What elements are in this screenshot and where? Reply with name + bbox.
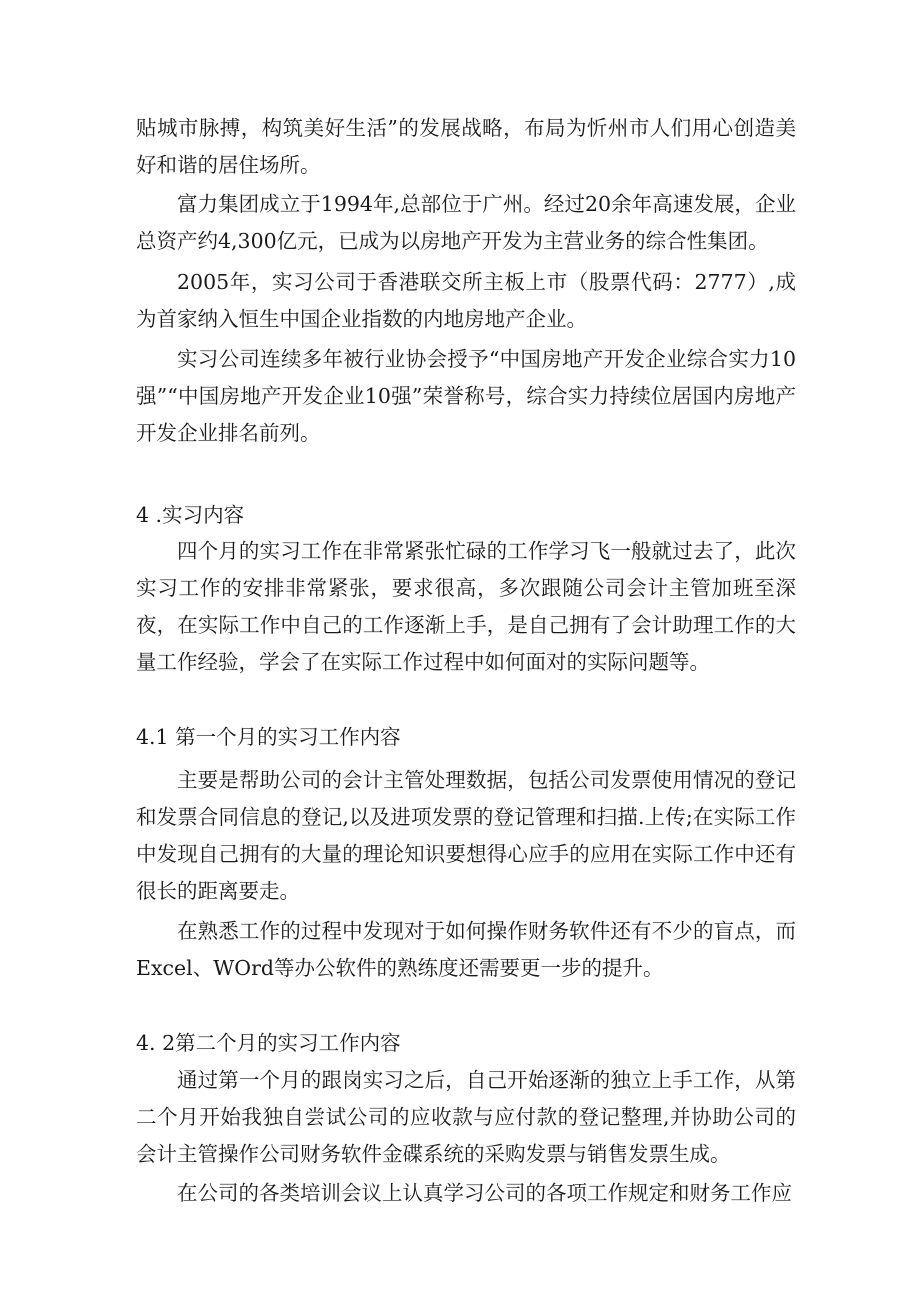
subsection-heading-month-two: 4. 2第二个月的实习工作内容 — [136, 1031, 401, 1055]
paragraph-intro-tail: 贴城市脉搏，构筑美好生活”的发展战略，布局为忻州市人们用心创造美好和谐的居住场所。 — [136, 116, 796, 177]
paragraph-company-founding: 富力集团成立于1994年,总部位于广州。经过20余年高速发展，企业总资产约4,300亿元，已成为以房地产开发为主营业务的综合性集团。 — [136, 192, 796, 253]
subsection-heading-month-one: 4.1 第一个月的实习工作内容 — [136, 725, 401, 749]
section-heading-internship-content: 4 .实习内容 — [136, 503, 245, 527]
paragraph-internship-overview: 四个月的实习工作在非常紧张忙碌的工作学习飞一般就过去了，此次实习工作的安排非常紧张，要求很高，多次跟随公司会计主管加班至深夜，在实际工作中自己的工作逐渐上手，是自己拥有了会计助理工作的大量工作经验，学会了在实际工作过程中如何面对的实际问题等。 — [136, 539, 796, 674]
paragraph-month-one-skills: 在熟悉工作的过程中发现对于如何操作财务软件还有不少的盲点，而Excel、WOrd等办公软件的熟练度还需要更一步的提升。 — [136, 919, 796, 980]
paragraph-month-one-duties: 主要是帮助公司的会计主管处理数据，包括公司发票使用情况的登记和发票合同信息的登记,以及进项发票的登记管理和扫描.上传;在实际工作中发现自己拥有的大量的理论知识要想得心应手的应用在实际工作中还有很长的距离要走。 — [136, 768, 796, 903]
paragraph-stock-listing: 2005年，实习公司于香港联交所主板上市（股票代码：2777）,成为首家纳入恒生中国企业指数的内地房地产企业。 — [136, 270, 796, 331]
paragraph-industry-awards: 实习公司连续多年被行业协会授予“中国房地产开发企业综合实力10强”“中国房地产开发企业10强”荣誉称号，综合实力持续位居国内房地产开发企业排名前列。 — [136, 347, 796, 445]
paragraph-month-two-duties: 通过第一个月的跟岗实习之后，自己开始逐渐的独立上手工作，从第二个月开始我独自尝试公司的应收款与应付款的登记整理,并协助公司的会计主管操作公司财务软件金碟系统的采购发票与销售发票生成。 — [136, 1068, 796, 1166]
paragraph-month-two-training: 在公司的各类培训会议上认真学习公司的各项工作规定和财务工作应 — [177, 1181, 792, 1205]
